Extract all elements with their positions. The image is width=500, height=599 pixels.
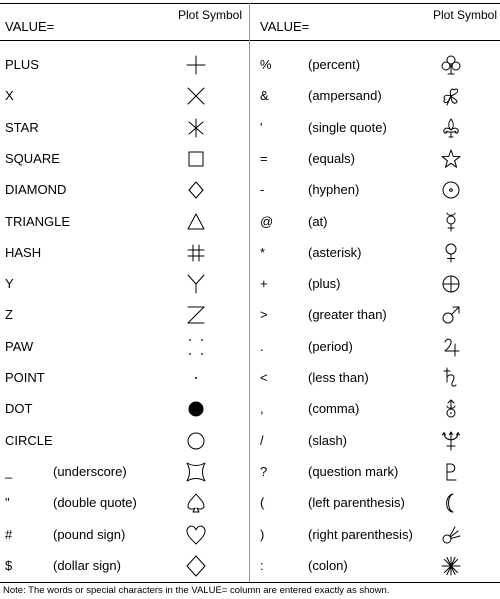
left-row-value: " bbox=[5, 495, 10, 511]
right-row-description: (comma) bbox=[308, 401, 360, 417]
triangle-icon bbox=[184, 210, 208, 234]
header-rule bbox=[0, 40, 500, 41]
right-row-description: (plus) bbox=[308, 276, 341, 292]
right-row-description: (ampersand) bbox=[308, 88, 382, 104]
right-row-description: (left parenthesis) bbox=[308, 495, 405, 511]
footnote: Note: The words or special characters in the VALUE= column are entered exactly as shown. bbox=[3, 585, 390, 596]
right-row-value: ( bbox=[260, 495, 265, 511]
right-row-value: + bbox=[260, 276, 268, 292]
right-row-value: > bbox=[260, 307, 268, 323]
right-value-header: VALUE= bbox=[260, 19, 310, 34]
right-row-description: (single quote) bbox=[308, 119, 387, 135]
left-row-value: STAR bbox=[5, 119, 39, 135]
saturn-icon bbox=[439, 366, 463, 390]
moon-icon bbox=[439, 491, 463, 515]
left-value-header: VALUE= bbox=[5, 19, 55, 34]
right-row-description: (less than) bbox=[308, 370, 369, 385]
right-row-value: = bbox=[260, 150, 268, 166]
sun-icon bbox=[439, 178, 463, 202]
left-plot-header: Plot Symbol bbox=[177, 8, 243, 22]
right-row-description: (greater than) bbox=[308, 307, 387, 323]
right-row-value: . bbox=[260, 338, 264, 354]
starburst-icon bbox=[439, 554, 463, 578]
left-row-value: POINT bbox=[5, 370, 45, 385]
left-row-description: (pound sign) bbox=[53, 526, 126, 542]
right-row-description: (hyphen) bbox=[308, 182, 360, 198]
z-icon bbox=[184, 303, 208, 327]
circle-icon bbox=[184, 429, 208, 453]
left-row-value: CIRCLE bbox=[5, 432, 53, 448]
right-row-value: & bbox=[260, 88, 269, 104]
right-plot-header: Plot Symbol bbox=[432, 8, 498, 22]
uranus-icon bbox=[439, 397, 463, 421]
plus-icon bbox=[184, 53, 208, 77]
left-row-value: X bbox=[5, 88, 14, 104]
neptune-icon bbox=[439, 429, 463, 453]
right-row-value: < bbox=[260, 370, 268, 385]
right-row-description: (slash) bbox=[308, 432, 348, 448]
club-icon bbox=[439, 53, 463, 77]
right-row-description: (right parenthesis) bbox=[308, 526, 413, 542]
left-row-value: # bbox=[5, 526, 13, 542]
left-row-value: TRIANGLE bbox=[5, 213, 71, 229]
fleur-de-lis-icon bbox=[439, 116, 463, 140]
left-row-value: HASH bbox=[5, 244, 42, 260]
left-row-value: Z bbox=[5, 307, 13, 323]
right-row-value: @ bbox=[260, 213, 274, 229]
mercury-icon bbox=[439, 210, 463, 234]
left-row-value: DOT bbox=[5, 401, 33, 417]
right-row-description: (period) bbox=[308, 338, 353, 354]
left-row-description: (dollar sign) bbox=[53, 557, 121, 573]
right-row-value: : bbox=[260, 557, 264, 573]
right-row-description: (asterisk) bbox=[308, 244, 362, 260]
diamond-icon bbox=[184, 178, 208, 202]
left-row-value: DIAMOND bbox=[5, 182, 67, 198]
heart-icon bbox=[184, 523, 208, 547]
right-row-description: (at) bbox=[308, 213, 328, 229]
shamrock-icon bbox=[439, 84, 463, 108]
venus-icon bbox=[439, 241, 463, 265]
spade-icon bbox=[184, 491, 208, 515]
right-row-value: % bbox=[260, 57, 272, 72]
right-row-value: ) bbox=[260, 526, 265, 542]
five-point-star-icon bbox=[439, 147, 463, 171]
right-row-value: / bbox=[260, 432, 264, 448]
right-row-description: (question mark) bbox=[308, 463, 399, 479]
paw-icon bbox=[184, 335, 208, 359]
pluto-icon bbox=[439, 460, 463, 484]
top-rule bbox=[0, 3, 500, 4]
right-row-value: * bbox=[260, 244, 266, 260]
bottom-rule bbox=[0, 582, 500, 583]
square-icon bbox=[184, 147, 208, 171]
right-row-value: - bbox=[260, 182, 265, 198]
left-row-value: PAW bbox=[5, 338, 34, 354]
x-icon bbox=[184, 84, 208, 108]
right-row-value: , bbox=[260, 401, 264, 417]
right-row-description: (equals) bbox=[308, 150, 355, 166]
comet-icon bbox=[439, 523, 463, 547]
y-icon bbox=[184, 272, 208, 296]
star-asterisk-icon bbox=[184, 116, 208, 140]
left-row-description: (underscore) bbox=[53, 463, 127, 479]
left-row-value: _ bbox=[5, 463, 13, 479]
hash-icon bbox=[184, 241, 208, 265]
mars-icon bbox=[439, 303, 463, 327]
dot-icon bbox=[184, 397, 208, 421]
jupiter-icon bbox=[439, 335, 463, 359]
left-row-value: Y bbox=[5, 276, 14, 292]
column-divider bbox=[249, 3, 250, 583]
left-row-description: (double quote) bbox=[53, 495, 137, 511]
point-icon bbox=[184, 366, 208, 390]
diamond-suit-icon bbox=[184, 554, 208, 578]
earth-icon bbox=[439, 272, 463, 296]
right-row-description: (percent) bbox=[308, 57, 361, 72]
left-row-value: $ bbox=[5, 557, 13, 573]
right-row-description: (colon) bbox=[308, 557, 348, 573]
concave-square-icon bbox=[184, 460, 208, 484]
left-row-value: SQUARE bbox=[5, 150, 60, 166]
left-row-value: PLUS bbox=[5, 57, 39, 72]
right-row-value: ' bbox=[260, 119, 263, 135]
right-row-value: ? bbox=[260, 463, 268, 479]
